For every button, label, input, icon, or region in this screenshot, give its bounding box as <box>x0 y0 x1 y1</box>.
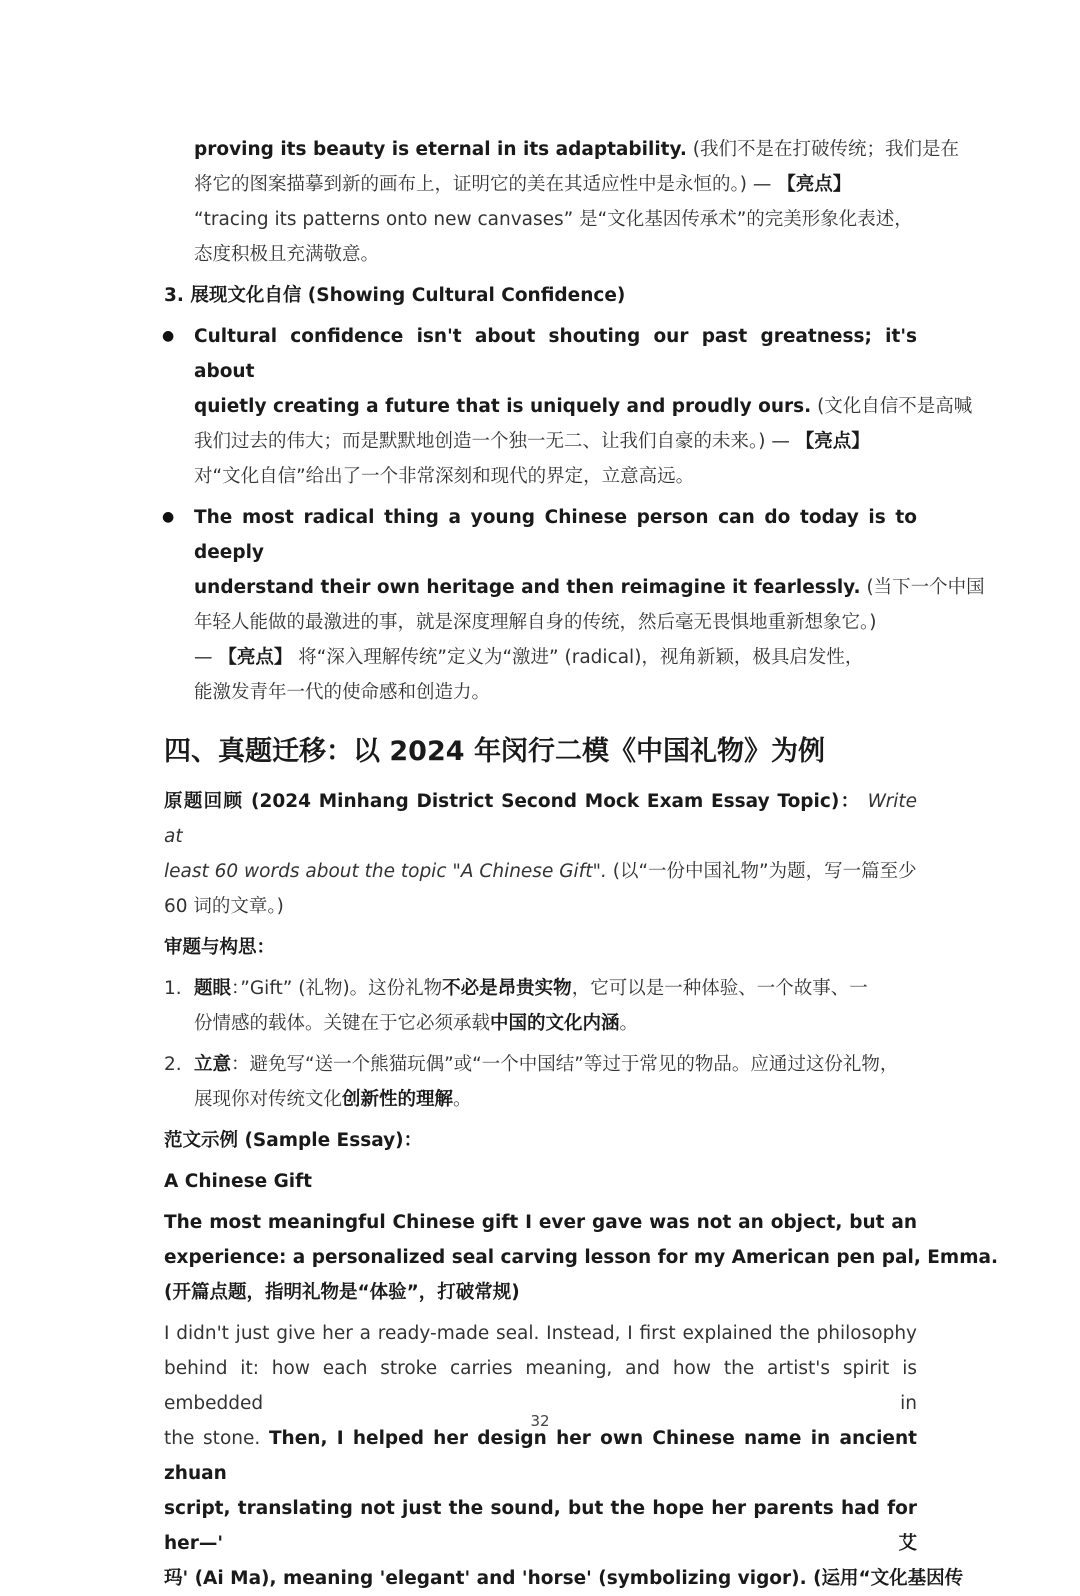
text-line: “tracing its patterns onto new canvases” 是“文化基因传承术”的完美形象化表述， <box>194 209 913 230</box>
text-line: proving its beauty is eternal in its adaptability. (我们不是在打破传统；我们是在 <box>194 139 960 160</box>
essay-title: A Chinese Gift <box>164 1171 312 1192</box>
analysis-item: 2. 立意：避免写“送一个熊猫玩偶”或“一个中国结”等过于常见的物品。应通过这份礼物， 展现你对传统文化创新性的理解。 <box>164 1054 899 1110</box>
essay-paragraph: I didn't just give her a ready-made seal. Instead, I first explained the philosophy behind it: how each stroke carries meaning, and how the artist's spirit is embedded in the stone. Then, I helped her design her own Chinese name in ancient zhuan script, translating not just the sound, but the hope her parents had for her—'艾 玛' (Ai Ma), meaning 'elegant' and 'horse' (symbolizing vigor). (运用“文化基因传 <box>164 1323 964 1589</box>
highlight-tag: 【亮点】 <box>218 647 293 668</box>
bullet-item: ● Cultural confidence isn't about shouting our past greatness; it's about quietly creating a future that is uniquely and proudly ours. (文化自信不是高喊 我们过去的伟大；而是默默地创造一个独一无二、让我们自豪的未来。) — 【亮点】 对“文化自信”给出了一个非常深刻和现代的界定，立意高远。 <box>164 319 917 494</box>
text-line: 态度积极且充满敬意。 <box>194 244 380 265</box>
page-number: 32 <box>530 1412 550 1430</box>
analysis-heading: 审题与构思： <box>164 937 276 958</box>
highlight-tag: 【亮点】 <box>777 174 852 195</box>
chapter-heading: 四、真题迁移：以 2024 年闵行二模《中国礼物》为例 <box>164 736 825 767</box>
bullet-icon: ● <box>162 328 175 344</box>
bullet-icon: ● <box>162 509 175 525</box>
original-question: 原题回顾 (2024 Minhang District Second Mock Exam Essay Topic)： Write at <box>164 791 917 847</box>
analysis-item: 1. 题眼：”Gift” (礼物)。这份礼物不必是昂贵实物，它可以是一种体验、一个故事、一 份情感的载体。关键在于它必须承载中国的文化内涵。 <box>164 978 868 1034</box>
text-line: 将它的图案描摹到新的画布上，证明它的美在其适应性中是永恒的。) — 【亮点】 <box>194 174 852 195</box>
section-heading: 3. 展现文化自信 (Showing Cultural Confidence) <box>164 285 626 306</box>
sample-heading: 范文示例 (Sample Essay)： <box>164 1130 423 1151</box>
page-content: proving its beauty is eternal in its adaptability. (我们不是在打破传统；我们是在 将它的图案描摹到新的画布上，证明它的美在其适应性中是永恒的。) — 【亮点】 “tracing its patterns onto new canvases” 是“文化基因传承术”的完美形象化表述， 态度积极且充满敬意。 3. 展现文化自信 (Showing Cultural Confidence) ● Cultural confidence isn't about shouting our past greatness; it's about quietly creating a future that is uniquely and proudly ours. (文化自信不是高喊 我们过去的伟大；而是默默地创造一个独一无二、让我们自豪的未来。) — 【亮点】 对“文化自信”给出了一个非常深刻和现代的界定，立意高远。 ● The most radical thing a young Chinese person can do today is to deeply understand their own heritage and then reimagine it fearlessly. (当下一个中国 年轻人能做的最激进的事，就是深度理解自身的传统，然后毫无畏惧地重新想象它。) — 【亮点】 将“深入理解传统”定义为“激进” (radical)，视角新颖，极具启发性， 能激发青年一代的使命感和创造力。 四、真题迁移：以 2024 年闵行二模《中国礼物》为例 原题回顾 (2024 Minhang District Second Mock Exam Essay Topic)： Write at least 60 words about the topic "A Chinese Gift". (以“一份中国礼物”为题，写一篇至少 60 词的文章。) 审题与构思： 1. 题眼：”Gift” (礼物)。这份礼物不必是昂贵实物，它可以是一种体验、一个故事、一 份情感的载体。关键在于它必须承载中国的文化内涵。 2. 立意：避免写“送一个熊猫玩偶”或“一个中国结”等过于常见的物品。应通过这份礼物， 展现你对传统文化创新性的理解。 范文示例 (Sample Essay)： A Chinese Gift The most meaningful Chinese gift I ever gave was not an object, but an experience: a personalized seal carving lesson for my American pen pal, Emma. (开篇点题，指明礼物是“体验”，打破常规) I didn't just give her a ready-made seal. Instead, I first explained the philosophy behind it: how each stroke carries meaning, and how the artist's spirit is embedded in the stone. Then, I helped her design her own Chinese name in ancient zhuan script, translating not just the sound, but the hope her parents had for her—'艾 玛' (Ai Ma), meaning 'elegant' and 'horse' (symbolizing vigor). (运用“文化基因传 <box>164 132 917 1596</box>
highlight-tag: 【亮点】 <box>795 431 870 452</box>
bullet-item: ● The most radical thing a young Chinese person can do today is to deeply understand their own heritage and then reimagine it fearlessly. (当下一个中国 年轻人能做的最激进的事，就是深度理解自身的传统，然后毫无畏惧地重新想象它。) — 【亮点】 将“深入理解传统”定义为“激进” (radical)，视角新颖，极具启发性， 能激发青年一代的使命感和创造力。 <box>164 500 917 710</box>
essay-paragraph: The most meaningful Chinese gift I ever gave was not an object, but an experience: a personalized seal carving lesson for my American pen pal, Emma. (开篇点题，指明礼物是“体验”，打破常规) <box>164 1212 998 1303</box>
